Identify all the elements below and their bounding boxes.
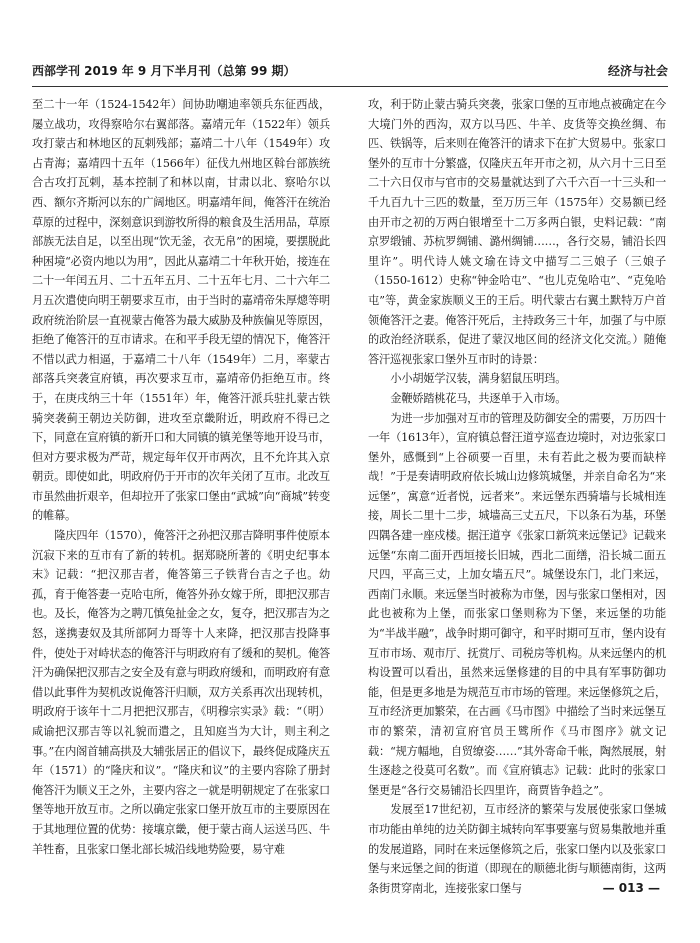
poem-line: 金鞭娇踏桃花马，共逐单于入市场。 [390,391,567,405]
paragraph: 发展至17世纪初，互市经济的繁荣与发展使张家口堡城市功能由单纯的边关防御主城转向军事要塞与贸易集散地并重的发展道路，同时在来远堡修筑之后，张家口堡内以及张家口堡与来远堡之间的街道（即现在的顺德北街与顺德南街，这两条街贯穿南北，连接张家口堡与 [368,803,666,895]
journal-title: 西部学刊 2019 年 9 月下半月刊（总第 99 期） [32,64,296,78]
page-header [32,62,668,84]
paragraph: 攻，利于防止蒙古骑兵突袭，张家口堡的互市地点被确定在今大境门外的西沟，双方以马匹、牛羊、皮货等交换丝绸、布匹、铁锅等，后来则在俺答汗的请求下在扩大贸易中。张家口堡外的互市十分繁盛，仅隆庆五年开市之初，从六月十三日至二十六日仅市与官市的交易量就达到了六千六百一十三头和一千九百九十三匹的数量，至万历三年（1575年）交易额已经由开市之初的万两白银增至十二万多两白银，史料记载：“南京罗缎铺、苏杭罗绸铺、潞州绸铺……，各行交易，铺沿长四里许”。明代诗人姚文瑜在诗文中描写二三娘子（三娘子（1550-1612）史称“钟金哈屯”、“也儿克兔哈屯”、“克兔哈屯”等，黄金家族顺义王的王后。明代蒙古右翼土默特万户首领俺答汗之妻。俺答汗死后，主持政务三十年，加强了与中原的政治经济联系，促进了蒙汉地区间的经济文化交流。）随俺答汗巡视张家口堡外互市时的诗景： [368,98,666,366]
right-column [368,95,666,898]
paragraph: 隆庆四年（1570），俺答汗之孙把汉那吉降明事件使原本沉寂下来的互市有了新的转机。据郑晓所著的《明史纪事本末》记载：“把汉那吉者，俺答第三子铁背台吉之子也。幼孤，育于俺答妻一克哈屯所，俺答外孙女嫁于所，即把汉那吉也。及长，俺答为之聘兀慎兔扯金之女，复夺，把汉那吉为之怒，遂携妻奴及其所部阿力哥等十人来降，把汉那吉投降事件，使处于对峙状态的俺答汗与明政府有了缓和的契机。俺答汗为确保把汉那吉之安全及有意与明政府缓和，而明政府有意借以此事件为契机改说俺答汗归顺，双方关系再次出现转机，明政府于该年十二月把把汉那吉，《明穆宗实录》载：“（明）咸谕把汉那吉等以礼貌而遣之，且知庭当为大计，则主利之事。”在内阁首辅高拱及大辅张居正的倡议下，最终促成隆庆五年（1571）的“隆庆和议”。“隆庆和议”的主要内容除了册封俺答汗为顺义王之外，主要内容之一就是明朝规定了在张家口堡等地开放互市。之所以确定张家口堡开放互市的主要原因在于其地理位置的优势：接壤京畿，便于蒙古商人运送马匹、牛羊牲畜，且张家口堡北部长城沿线地势险要，易守难 [32,529,330,856]
header-rule [32,86,668,87]
page-number: — 013 — [602,881,660,895]
left-column [32,95,330,859]
paragraph: 为进一步加强对互市的管理及防御安全的需要，万历四十一年（1613年），宣府镇总督汪道亨巡查边境时，对边张家口堡外，感慨到“上谷硕要一百里，未有若此之极为要而缺梓哉！”于是奏请明政府依长城山边修筑城堡，并亲自命名为“来远堡”，寓意“近者悦，远者来”。来远堡东西骑墙与长城相连接，周长二里十二步，城墙高三丈五尺，下以条石为基，环堡四隅各建一座戍楼。据汪道亨《张家口新筑来远堡记》记载来远堡“东南二面开西垣接长旧城，西北二面缮，沿长城二面五尺四，平高三丈，上加女墙五尺”。城堡设东门，北门来远，西南门永顺。来远堡当时被称为市堡，因与张家口堡相对，因此也被称为上堡，而张家口堡则称为下堡，来远堡的功能为“半战半融”，战争时期可御守，和平时期可互市，堡内设有互市市场、观市厅、抚赏厅、司税房等机构。从来远堡内的机构设置可以看出，虽然来远堡修建的目的中具有军事防御功能，但是更多地是为规范互市市场的管理。来远堡修筑之后，互市经济更加繁荣，在古画《马市图》中描绘了当时来远堡互市的繁荣，清初宣府官员王骘所作《马市图序》就文记载：“规方幅地，自贸缭姿……”其外寄命千帐，陶然展展，射生逐趁之役莫可名数”。而《宣府镇志》记载：此时的张家口堡更是“各行交易铺沿长四里许，商贾皆争趋之”。 [368,411,666,797]
poem-line: 小小胡姬学汉装，满身貂鼠压明珰。 [390,372,567,386]
section-title: 经济与社会 [607,64,668,78]
paragraph: 至二十一年（1524-1542年）间协助嘲迪率领兵东征西战，屡立战功，攻得察哈尔右翼部落。嘉靖元年（1522年）领兵攻打蒙古和林地区的瓦剌残部；嘉靖二十八年（1549年）攻占青海；嘉靖四十五年（1566年）征伐九州地区斡台部族统合古攻打瓦剌，基本控制了和林以南，甘肃以北、察哈尔以西、额尔齐斯河以东的广阔地区。明嘉靖年间，俺答汗在统治草原的过程中，深刻意识到游牧所得的粮食及生活用品，草原部族无法自足，以至出现“饮无釜，衣无帛”的困境，要摆脱此种困境“必资内地以为用”，因此从嘉靖二十年秋开始，接连在二十一年闰五月、二十五年五月、二十五年七月、二十六年二月五次遣使向明王朝要求互市，由于当时的嘉靖帝朱厚熜等明政府统治阶层一直视蒙古俺答为最大威胁及种族偏见等原因，拒绝了俺答汗的互市请求。在和平手段无望的情况下，俺答汗不惜以武力相逼，于嘉靖二十八年（1549年）二月，率蒙古部落兵突袭宣府镇，再次要求互市，嘉靖帝仍拒绝互市。终于，在庚戌纳三十年（1551年）年，俺答汗派兵驻扎蒙古铁骑突袭蓟王朝边关防御，进攻至京畿附近，明政府不得已之下，同意在宣府镇的新开口和大同镇的镇羌堡等地开设马市，但对方要求极为严苛，规定每年仅开市两次，且不允许其入京朝贡。即使如此，明政府仍于开市的次年关闭了互市。北改互市虽然曲折艰辛，但却拉开了张家口堡由“武城”向“商城”转变的帷幕。 [32,98,330,523]
